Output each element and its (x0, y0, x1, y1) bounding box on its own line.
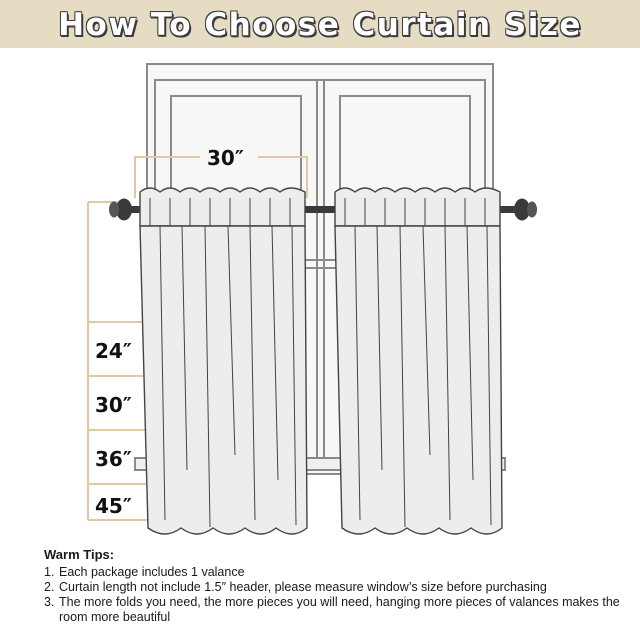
page-title: How To Choose Curtain Size (58, 7, 582, 43)
length-label-45: 45″ (95, 494, 132, 518)
tip-item (44, 580, 624, 595)
tip-number: 2. (44, 580, 55, 594)
length-label-36: 36″ (95, 447, 132, 471)
tip-item (44, 595, 624, 625)
length-label-24: 24″ (95, 339, 132, 363)
left-curtain-panel (140, 188, 307, 534)
tip-text: Each package includes 1 valance (59, 565, 245, 579)
warm-tips (44, 547, 624, 625)
width-label: 30″ (207, 146, 244, 170)
tip-text: The more folds you need, the more pieces you will need, hanging more pieces of valances makes the room more beautiful (59, 595, 620, 624)
length-label-30: 30″ (95, 393, 132, 417)
tip-text: Curtain length not include 1.5″ header, please measure window’s size before purchasing (59, 580, 547, 594)
right-curtain-panel (335, 188, 502, 534)
tip-number: 1. (44, 565, 55, 579)
tip-item (44, 565, 624, 580)
tip-number: 3. (44, 595, 55, 609)
tips-heading: Warm Tips: (44, 547, 115, 562)
